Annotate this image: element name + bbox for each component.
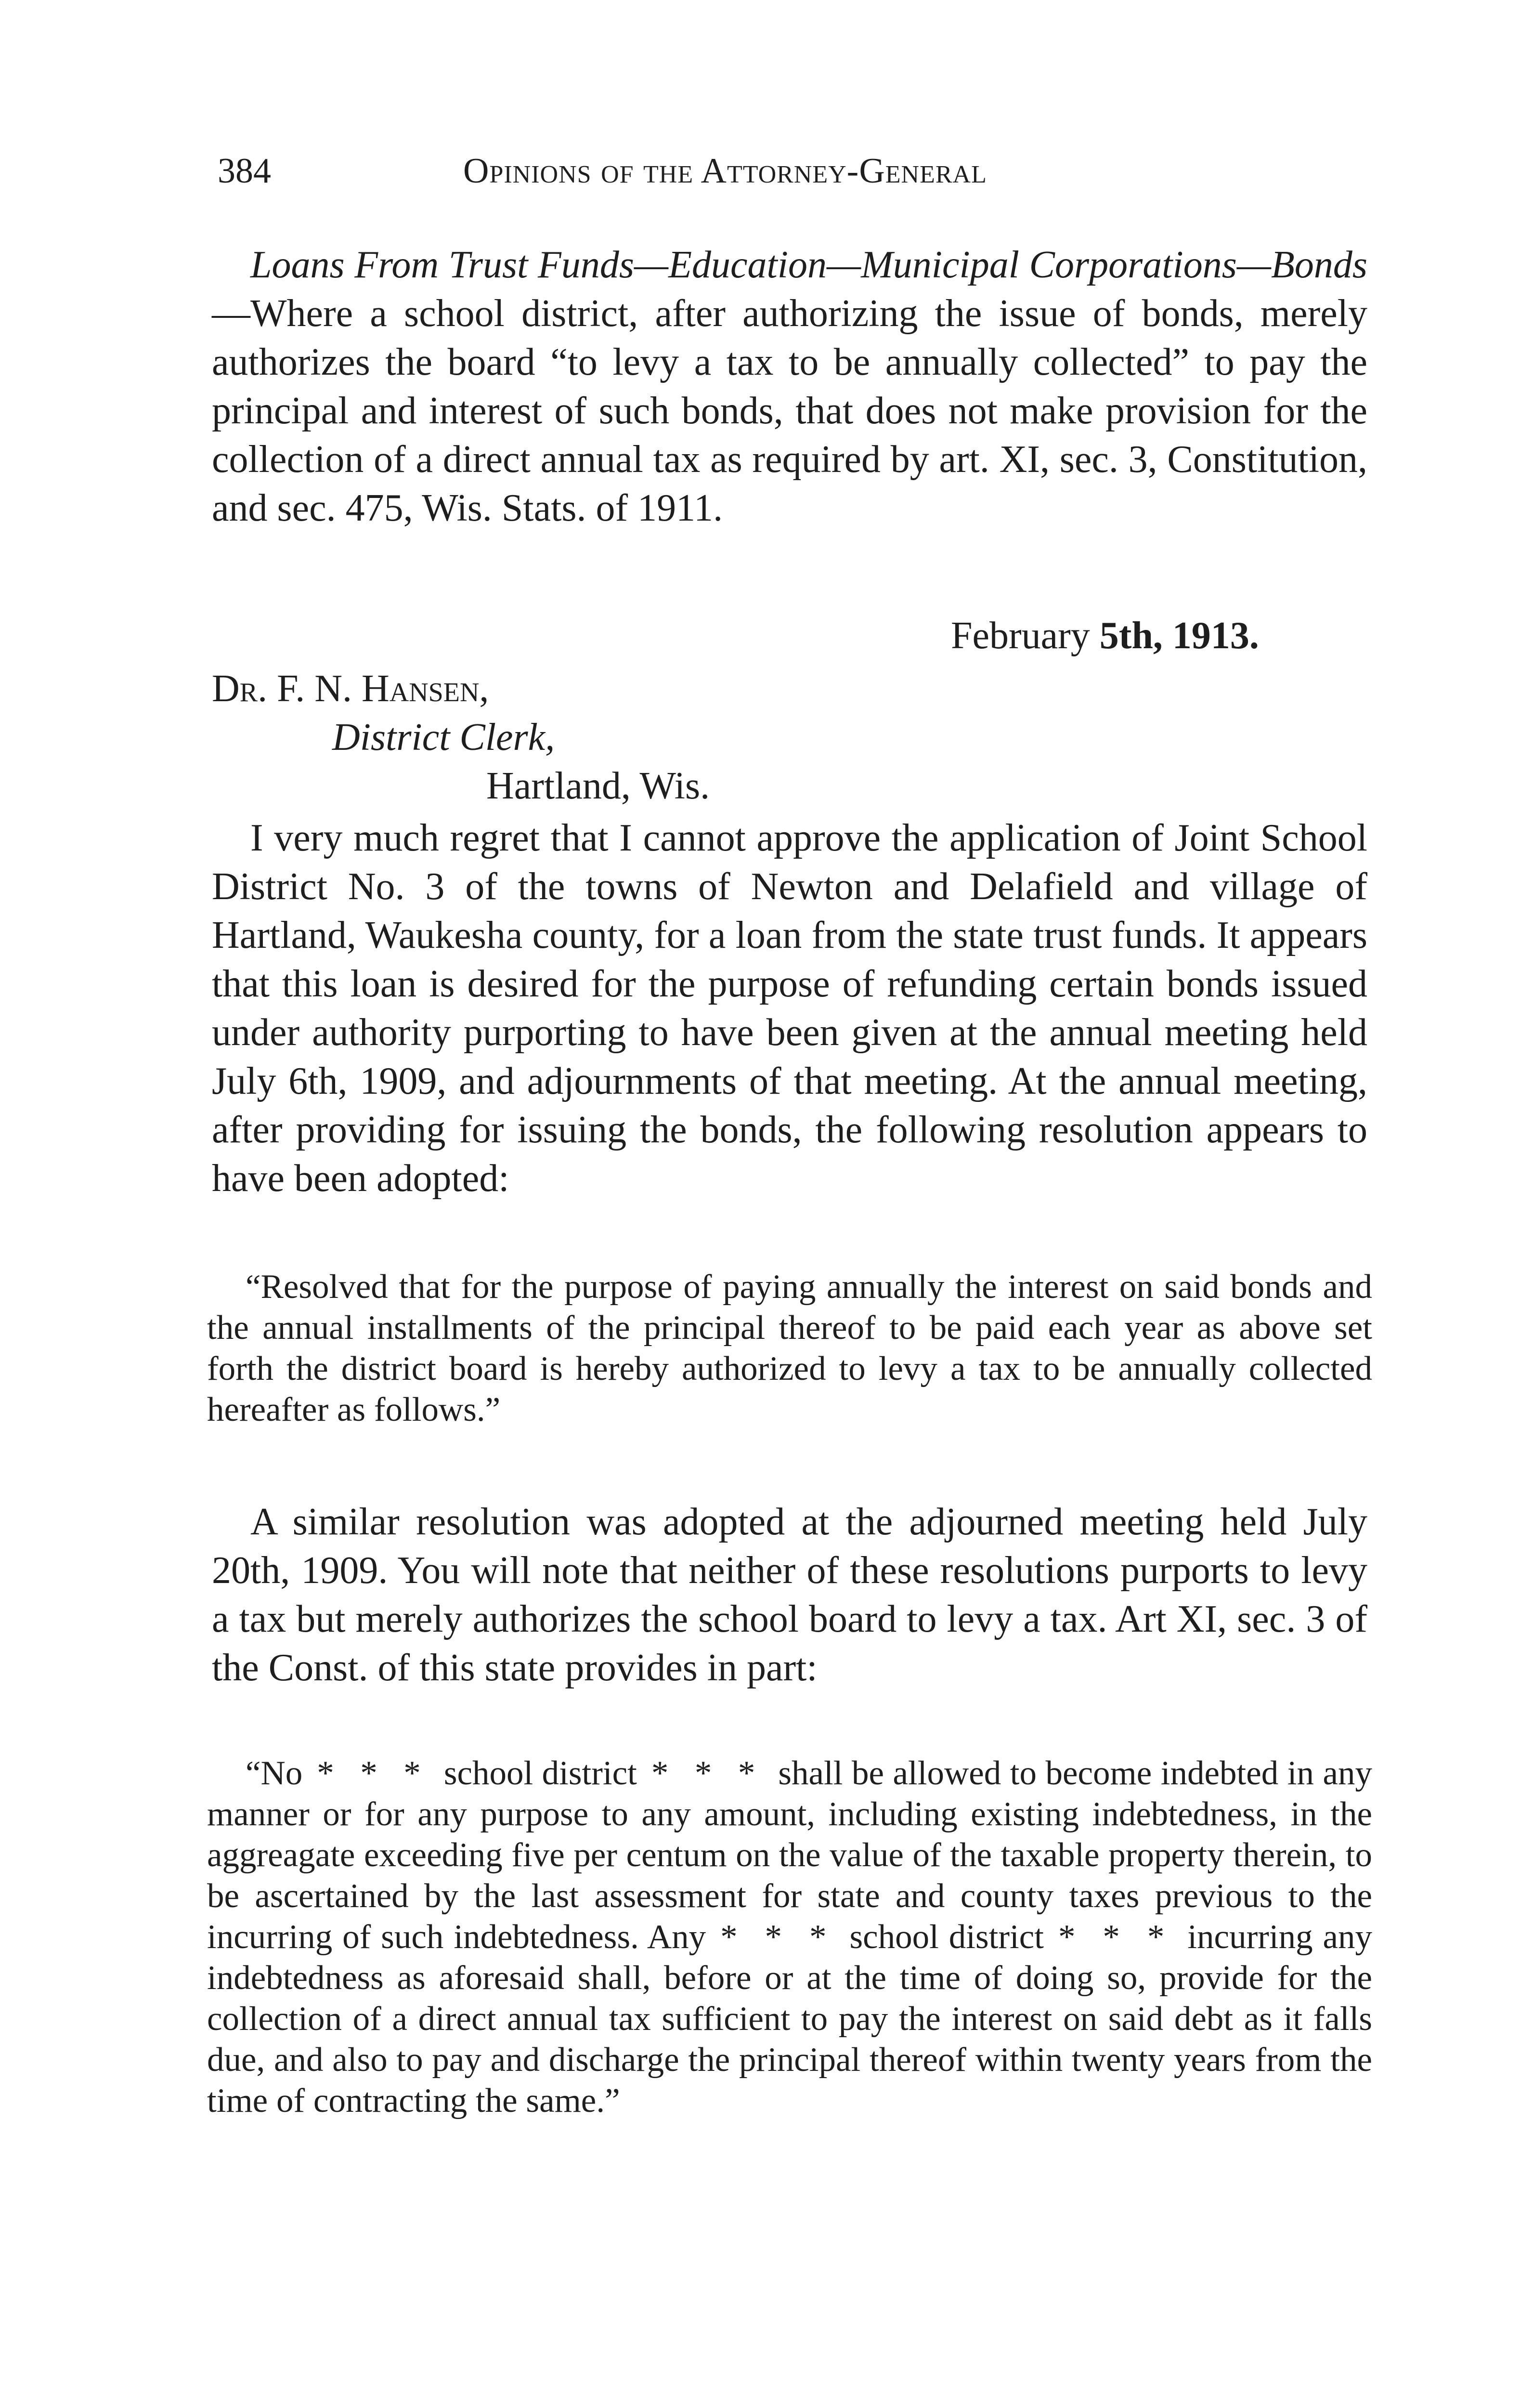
body-paragraph-1: I very much regret that I cannot approve the application of Joint School District No. 3 of the towns of Newton and Delafield and village of Hartland, Waukesha county, for a loan from the state trust funds. It appears that this loan is desired for the purpose of refunding certain bonds issued under authority purporting to have been given at the annual meeting held July 6th, 1909, and adjournments of that meeting. At the annual meeting, after providing for issuing the bonds, the following resolution appears to have been adopted: (212, 817, 1367, 1200)
running-head: Opinions of the Attorney-General (463, 151, 987, 191)
ellipsis-stars: * * * (720, 1918, 835, 1956)
quote-part-e: incurring any indebtedness as aforesaid shall, before or at the time of doing so, provide for the collection of a direct annual tax sufficient to pay the interest on said debt as it falls due, and also to pay and discharge the principal thereof within twenty years from the time of contracting the same.” (207, 1918, 1373, 2120)
quote-part-b: school district (443, 1754, 637, 1792)
quote-part-d: school district (849, 1918, 1044, 1956)
page-header (218, 144, 1383, 197)
quoted-resolution: “Resolved that for the purpose of paying annually the interest on said bonds and the annual installments of the principal thereof to be paid each year as above set forth the district board is hereby authorized to levy a tax to be annually collected hereafter as follows.” (207, 1268, 1372, 1428)
date-day-year: 5th, 1913. (1099, 615, 1259, 657)
ellipsis-stars: * * * (317, 1754, 429, 1792)
quote-part-c: shall be allowed to become indebted in any manner or for any purpose to any amount, including existing indebtedness, in the aggreagate exceeding five per centum on the value of the taxable property therein, to be ascertained by the last assessment for state and county taxes previous to the incurring of such indebtedness. Any (207, 1754, 1373, 1956)
letter-date (951, 609, 1259, 662)
ellipsis-stars: * * * (651, 1754, 764, 1792)
addressee-place: Hartland, Wis. (486, 765, 710, 807)
addressee-block (212, 665, 710, 811)
syllabus-heading: Loans From Trust Funds—Education—Municipal Corporations—Bonds (250, 244, 1367, 286)
body-paragraph-2: A similar resolution was adopted at the adjourned meeting held July 20th, 1909. You will note that neither of these resolutions purports to levy a tax but merely authorizes the school board to levy a tax. Art XI, sec. 3 of the Const. of this state provides in part: (212, 1501, 1367, 1689)
ellipsis-stars: * * * (1058, 1918, 1173, 1956)
syllabus-text: —Where a school district, after authorizing the issue of bonds, merely authorizes the board “to levy a tax to be annually collected” to pay the principal and interest of such bonds, that does not make provision for the collection of a direct annual tax as required by art. XI, sec. 3, Constitution, and sec. 475, Wis. Stats. of 1911. (212, 292, 1367, 529)
quote-part-a: “No (246, 1754, 303, 1792)
syllabus-paragraph (212, 241, 1367, 533)
quoted-constitution (207, 1753, 1372, 2121)
date-month: February (951, 615, 1100, 657)
addressee-name: Dr. F. N. Hansen, (212, 667, 489, 710)
page-number: 384 (218, 151, 271, 191)
addressee-title: District Clerk, (332, 716, 555, 759)
